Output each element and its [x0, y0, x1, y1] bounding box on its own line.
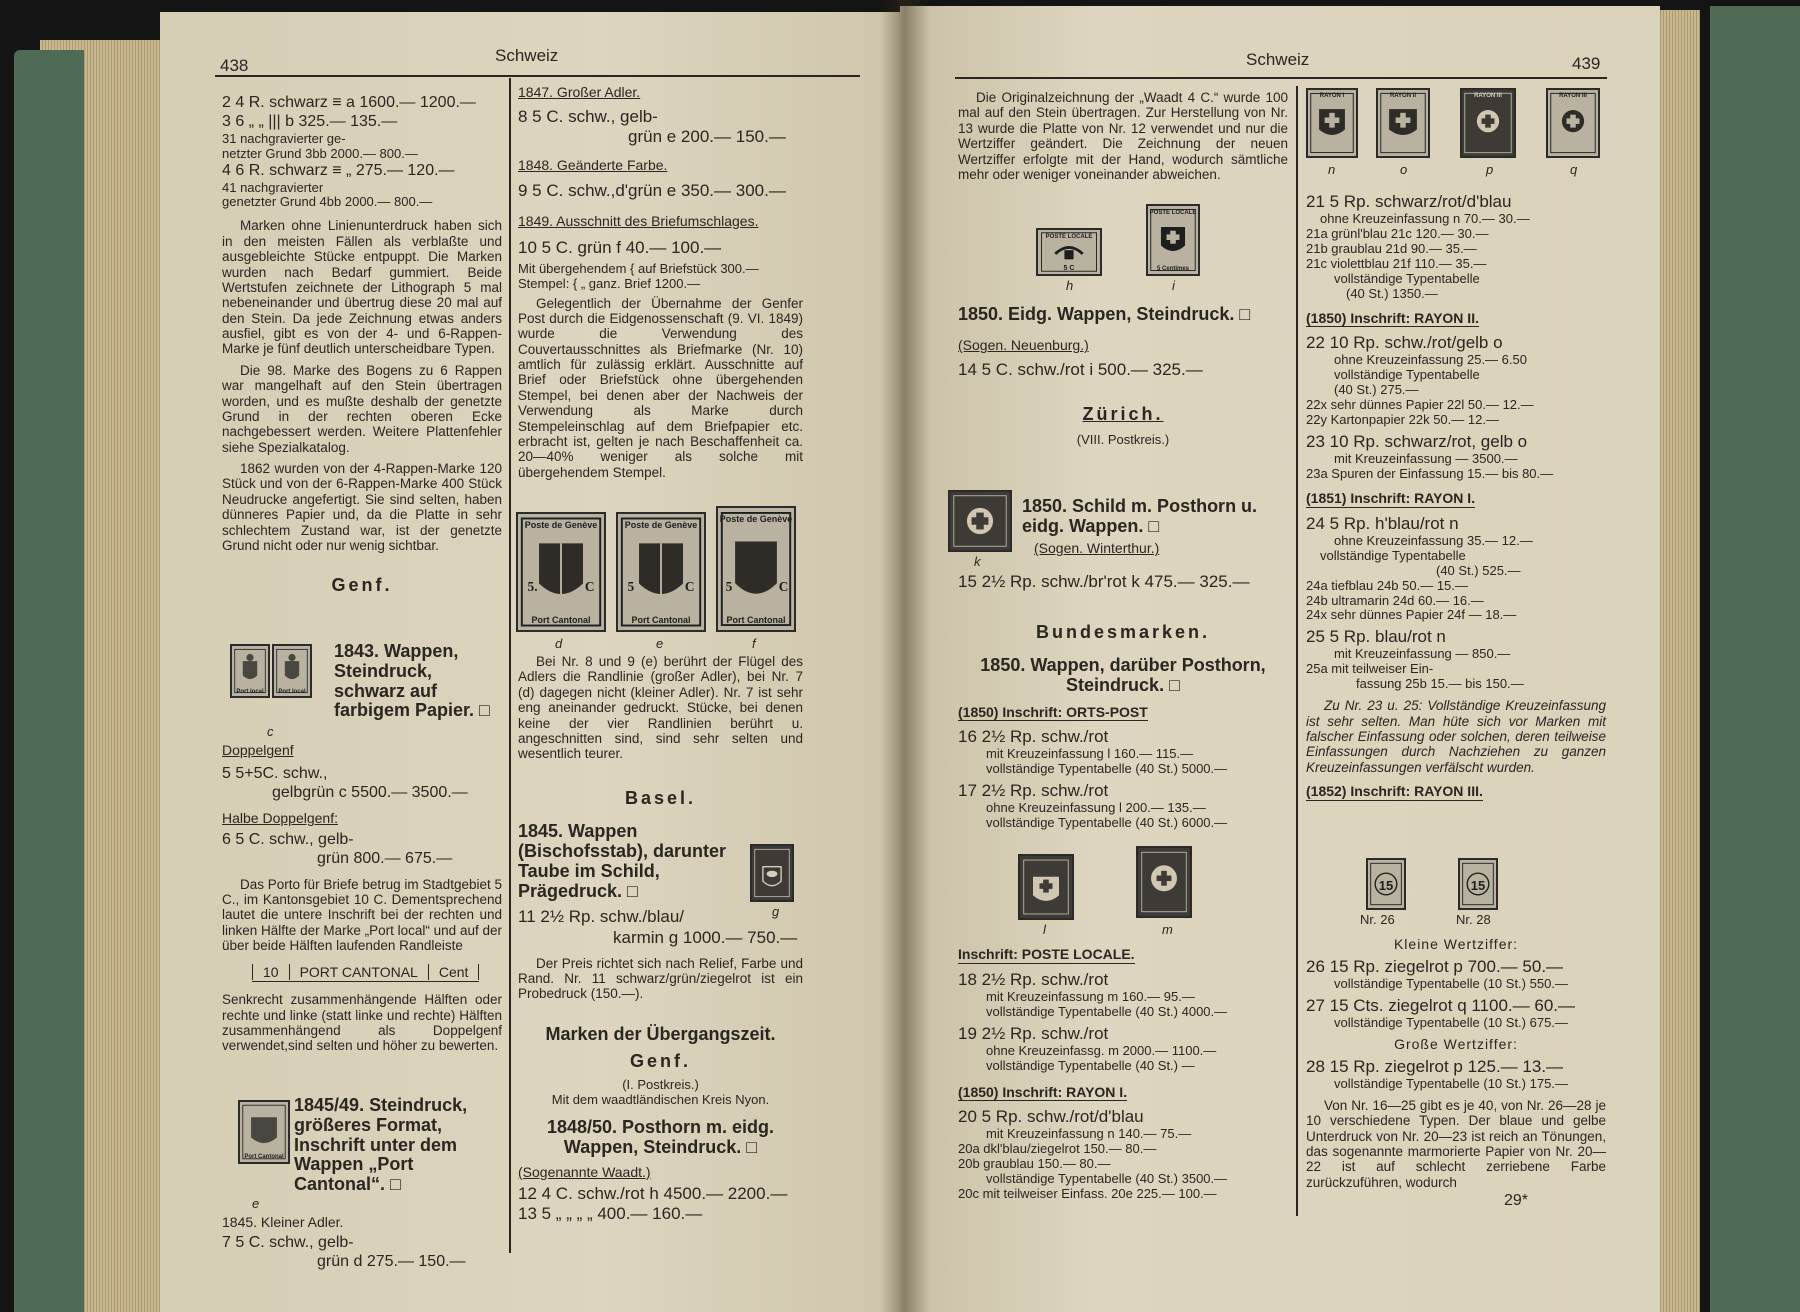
inschrift-rayon-1-1851: (1851) Inschrift: RAYON I.: [1306, 490, 1476, 507]
entry-25-mit: mit Kreuzeinfassung — 850.—: [1334, 647, 1511, 662]
svg-text:C: C: [684, 579, 695, 595]
entry-12: 12 4 C. schw./rot h 4500.— 2200.—: [518, 1184, 788, 1204]
entry-19-typentabelle: vollständige Typentabelle (40 St.) —: [986, 1058, 1195, 1073]
svg-text:5: 5: [627, 579, 635, 595]
entry-18-typentabelle: vollständige Typentabelle (40 St.) 4000.—: [986, 1004, 1228, 1019]
entry-5-cont: gelbgrün c 5500.— 3500.—: [272, 783, 468, 801]
entry-27-typentabelle: vollständige Typentabelle (10 St.) 675.—: [1334, 1015, 1568, 1030]
note-98-marke: Die 98. Marke des Bogens zu 6 Rappen war mangelhaft auf den Stein übertragen worden, und es mußte deshalb der genetzte Grund in der rechten oberen Ecke nachgebessert werden. Weitere Plattenfehler siehe Spezialkatalog.: [222, 362, 502, 455]
note-waadt: Die Originalzeichnung der „Waadt 4 C.“ wurde 100 mal auf den Stein übertragen. Zur Herstellung von Nr. 13 wurde die Platte von Nr. 12 verwendet und nur die Wertziffer geändert. Die Zeichnung der neuen Wertziffer erfolgte mit der Hand, wodurch sämtliche mehr oder weniger voneinander abweichen.: [958, 90, 1288, 182]
entry-17: 17 2½ Rp. schw./rot: [958, 781, 1109, 801]
entry-18-mit: mit Kreuzeinfassung m 160.— 95.—: [986, 989, 1195, 1004]
entry-14: 14 5 C. schw./rot i 500.— 325.—: [958, 359, 1203, 379]
entry-26: 26 15 Rp. ziegelrot p 700.— 50.—: [1306, 956, 1564, 976]
entry-3: 3 6 „ „ ||| b 325.— 135.—: [222, 112, 398, 130]
entry-6: 6 5 C. schw., gelb-: [222, 830, 354, 848]
entry-20-typentabelle: vollständige Typentabelle (40 St.) 3500.—: [986, 1172, 1228, 1187]
randleiste-cent: Cent: [429, 964, 480, 981]
label-o: o: [1400, 162, 1408, 177]
postkreis-8: (VIII. Postkreis.): [1076, 432, 1170, 448]
label-e-small: e: [252, 1195, 260, 1211]
column-2: [518, 84, 803, 480]
label-e: e: [656, 636, 664, 651]
label-g: g: [772, 904, 780, 919]
entry-24b: 24b ultramarin 24d 60.— 16.—: [1306, 593, 1484, 608]
inschrift-orts-post: (1850) Inschrift: ORTS-POST: [958, 703, 1148, 720]
entry-24: 24 5 Rp. h'blau/rot n: [1306, 513, 1459, 533]
label-l: l: [1043, 922, 1046, 937]
entry-22y: 22y Kartonpapier 22k 50.— 12.—: [1306, 413, 1499, 428]
randleiste-port-cantonal: PORT CANTONAL: [290, 964, 429, 981]
note-kreuzeinfassung: Zu Nr. 23 u. 25: Vollständige Kreuzeinfassung ist sehr selten. Man hüte sich vor Marken mit falscher Einfassung oder solchen, deren teilweise Einfassungen durch Nachziehen zu ganzen Kreuzeinfassungen verfälscht wurden.: [1306, 698, 1606, 775]
entry-22: 22 10 Rp. schw./rot/gelb o: [1306, 333, 1503, 353]
section-heading-genf: Genf.: [331, 575, 393, 596]
column-rule-right: [1296, 86, 1298, 1216]
entry-15: 15 2½ Rp. schw./br'rot k 475.— 325.—: [958, 572, 1250, 591]
note-basel-preis: Der Preis richtet sich nach Relief, Farbe und Rand. Nr. 11 schwarz/grün/ziegelrot ist ein Probedruck (150.—).: [518, 955, 803, 1002]
entry-11: 11 2½ Rp. schw./blau/: [518, 907, 685, 927]
section-heading-basel: Basel.: [624, 787, 697, 808]
entry-19: 19 2½ Rp. schw./rot: [958, 1023, 1109, 1043]
entry-24x: 24x sehr dünnes Papier 24f — 18.—: [1306, 608, 1517, 623]
signature-mark: 29*: [1503, 1192, 1529, 1210]
entry-21-typentabelle: vollständige Typentabelle: [1334, 271, 1480, 286]
entry-7: 7 5 C. schw., gelb-: [222, 1234, 354, 1252]
entry-21b: 21b graublau 21d 90.— 35.—: [1306, 241, 1477, 256]
stamp-o: RAYON II: [1376, 88, 1430, 158]
stamp-nr-26: 15: [1366, 858, 1406, 910]
entry-23a: 23a Spuren der Einfassung 15.— bis 80.—: [1306, 467, 1554, 482]
entry-11-cont: karmin g 1000.— 750.—: [613, 927, 798, 947]
column-1-genf: [222, 642, 502, 1054]
entry-2: 2 4 R. schwarz ≡ a 1600.— 1200.—: [222, 94, 476, 111]
label-n: n: [1328, 162, 1336, 177]
label-c: c: [267, 724, 274, 740]
stamp-m: [1136, 846, 1192, 918]
section-heading-zuerich: Zürich.: [1082, 403, 1164, 424]
heading-kleiner-adler: 1845. Kleiner Adler.: [222, 1213, 344, 1230]
entry-17-typentabelle: vollständige Typentabelle (40 St.) 6000.—: [986, 816, 1228, 831]
entry-19-ohne: ohne Kreuzeinfassg. m 2000.— 1100.—: [986, 1043, 1217, 1058]
column-3-bundesmarken: [958, 572, 1288, 831]
entry-13: 13 5 „ „ „ „ 400.— 160.—: [518, 1204, 703, 1224]
entry-28-typentabelle: vollständige Typentabelle (10 St.) 175.—: [1334, 1077, 1568, 1092]
inschrift-rayon-3: (1852) Inschrift: RAYON III.: [1306, 783, 1483, 800]
sogen-winterthur: (Sogen. Winterthur.): [1034, 540, 1160, 557]
note-linienunterdruck: Marken ohne Linienunterdruck haben sich in den meisten Fällen als verblaßte und ausgebleichte Stücke entpuppt. Die Marken wurden nach Bedarf gummiert. Beide Wertstufen zeichnete der Lithograph 5 mal nebeneinander und übertrug diese 20 mal auf den Stein. Da jede Zeichnung etwas anders ausfiel, gibt es von der 4- und 6-Rappen-Marke je fünf deutlich unterscheidbare Typen.: [222, 218, 502, 357]
entry-4: 4 6 R. schwarz ≡ „ 275.— 120.—: [222, 161, 455, 179]
heading-1847: 1847. Großer Adler.: [518, 84, 641, 100]
column-3-lower: [958, 304, 1288, 448]
heading-grosse-wertziffer: Große Wertziffer:: [1394, 1036, 1518, 1053]
label-d: d: [555, 636, 563, 651]
note-senkrecht: Senkrecht zusammenhängende Hälften oder rechte und linke (statt linke und rechte) Hälften zusammenhängend als Doppelgenf verwendet,sind selten und höher zu bewerten.: [222, 992, 502, 1054]
entry-22-typentabelle-cont: (40 St.) 275.—: [1334, 383, 1419, 398]
entry-25a-cont: fassung 25b 15.— bis 150.—: [1356, 677, 1524, 692]
entry-20a: 20a dkl'blau/ziegelrot 150.— 80.—: [958, 1142, 1157, 1157]
stamp-k: [948, 490, 1012, 552]
inschrift-rayon-2: (1850) Inschrift: RAYON II.: [1306, 309, 1479, 326]
label-nr-26: Nr. 26: [1360, 912, 1395, 927]
issue-1845-basel: 1845. Wappen (Bischofsstab), darunter Taube im Schild, Prägedruck. □: [518, 820, 727, 902]
stamp-l: [1018, 854, 1074, 920]
entry-22-typentabelle: vollständige Typentabelle: [1334, 368, 1480, 383]
issue-1843: 1843. Wappen, Steindruck, schwarz auf farbigem Papier. □: [334, 641, 490, 721]
column-3-zuerich: [1022, 496, 1292, 557]
label-p: p: [1486, 162, 1494, 177]
heading-1849: 1849. Ausschnitt des Briefumschlages.: [518, 213, 759, 230]
issue-1848-50: 1848/50. Posthorn m. eidg. Wappen, Steindruck. □: [546, 1117, 775, 1157]
svg-text:5: 5: [725, 578, 733, 594]
entry-25a: 25a mit teilweiser Ein-: [1306, 662, 1434, 677]
entry-16-mit: mit Kreuzeinfassung l 160.— 115.—: [986, 747, 1194, 762]
svg-text:C: C: [584, 579, 595, 595]
section-heading-genf-2: Genf.: [629, 1050, 691, 1071]
stamp-i: POSTE LOCALE 5 Centimes: [1146, 204, 1200, 276]
note-neudrucke: 1862 wurden von der 4-Rappen-Marke 120 Stück und von der 6-Rappen-Marke 400 Stück Neudrucke angefertigt. Sie sind selten, haben dünneres Papier und, da die Platte in sehr schlechtem Zustand war, ist der genetzte Grund nicht oder nur wenig sichtbar.: [222, 461, 502, 553]
entry-21-typentabelle-cont: (40 St.) 1350.—: [1346, 286, 1438, 301]
inschrift-rayon-1-1850: (1850) Inschrift: RAYON I.: [958, 1083, 1128, 1100]
column-2-lower: [518, 654, 803, 1224]
stamp-c-left: Port local: [230, 644, 270, 698]
note-adler: Bei Nr. 8 und 9 (e) berührt der Flügel des Adlers die Randlinie (großer Adler), bei Nr. 7 (d) dagegen nicht (kleiner Adler). Nr. 7 ist sehr eng aneinander gedruckt. Stücke, bei denen keine der vier Randlinien berührt u. angeschnitten sind, sind sehr selten und wesentlich teurer.: [518, 654, 803, 762]
inschrift-poste-locale: Inschrift: POSTE LOCALE.: [958, 946, 1135, 962]
entry-21-ohne: ohne Kreuzeinfassung n 70.— 30.—: [1320, 212, 1530, 227]
label-i: i: [1172, 278, 1175, 293]
svg-text:5.: 5.: [527, 579, 538, 595]
stamp-nr-28: 15: [1458, 858, 1498, 910]
entry-27: 27 15 Cts. ziegelrot q 1100.— 60.—: [1306, 995, 1576, 1015]
sogenannte-waadt: (Sogenannte Waadt.): [518, 1163, 651, 1180]
stamp-c-right: Port local: [272, 644, 312, 698]
stamp-f: 5 C Poste de Genève Port Cantonal: [716, 506, 796, 632]
heading-kleine-wertziffer: Kleine Wertziffer:: [1393, 936, 1519, 952]
entry-24-ohne: ohne Kreuzeinfassung 35.— 12.—: [1334, 533, 1533, 548]
stamp-h: POSTE LOCALE 5 C: [1036, 228, 1102, 276]
entry-25: 25 5 Rp. blau/rot n: [1306, 627, 1446, 647]
entry-31: 31 nachgravierter ge-: [222, 131, 346, 146]
randleiste-box: [252, 964, 479, 983]
entry-21: 21 5 Rp. schwarz/rot/d'blau: [1306, 192, 1512, 211]
entry-20-mit: mit Kreuzeinfassung n 140.— 75.—: [986, 1127, 1192, 1142]
entry-18: 18 2½ Rp. schw./rot: [958, 969, 1109, 989]
entry-5: 5 5+5C. schw.,: [222, 764, 328, 782]
heading-halbe-doppelgenf: Halbe Doppelgenf:: [222, 810, 338, 827]
stamp-p: RAYON III: [1460, 88, 1516, 158]
column-1: [222, 94, 502, 596]
heading-1848: 1848. Geänderte Farbe.: [518, 156, 668, 173]
entry-21a: 21a grünl'blau 21c 120.— 30.—: [1306, 226, 1489, 241]
column-4: [1306, 192, 1606, 801]
running-head-right: Schweiz: [1246, 50, 1310, 69]
left-page: [160, 12, 900, 1312]
issue-1850-wappen-posthorn: 1850. Wappen, darüber Posthorn, Steindruck. □: [980, 655, 1266, 696]
header-rule-left: [215, 75, 860, 77]
label-f: f: [752, 636, 756, 651]
entry-26-typentabelle: vollständige Typentabelle (10 St.) 550.—: [1334, 976, 1568, 991]
label-k: k: [974, 554, 981, 569]
label-nr-28: Nr. 28: [1456, 912, 1491, 927]
stamp-g-basel-dove: [750, 844, 794, 902]
label-m: m: [1162, 922, 1173, 937]
entry-17-ohne: ohne Kreuzeinfassung l 200.— 135.—: [986, 801, 1206, 816]
entry-20c: 20c mit teilweiser Einfass. 20e 225.— 100.—: [958, 1187, 1217, 1202]
entry-7-cont: grün d 275.— 150.—: [317, 1253, 466, 1271]
issue-1850-schild: 1850. Schild m. Posthorn u. eidg. Wappen. □: [1022, 496, 1258, 537]
entry-10: 10 5 C. grün f 40.— 100.—: [518, 237, 722, 257]
kreis-nyon: Mit dem waadtländischen Kreis Nyon.: [551, 1092, 770, 1108]
column-1-1845: [222, 1096, 502, 1272]
note-couvertausschnitt: Gelegentlich der Übernahme der Genfer Post durch die Eidgenossenschaft (9. VI. 1849) wurde die Verwendung des Couvertausschnittes als Briefmarke (Nr. 10) amtlich für zulässig erklärt. Ausschnitte auf Brief oder Briefstück ohne übergehenden Stempel, bei denen aber der Nachweis der Verwendung als Marke durch Stempeleinschlag auf dem Briefpapier etc. erbracht ist, gelten je nach Beschaffenheit ca. 20—40% weniger als solche mit übergehendem Stempel.: [518, 295, 803, 480]
postkreis-1: (I. Postkreis.): [622, 1077, 699, 1093]
entry-24a: 24a tiefblau 24b 50.— 15.—: [1306, 578, 1468, 593]
entry-24-typentabelle: vollständige Typentabelle: [1320, 548, 1466, 563]
sogen-neuenburg: (Sogen. Neuenburg.): [958, 337, 1089, 354]
heading-doppelgenf: Doppelgenf: [222, 742, 294, 759]
svg-text:C: C: [778, 578, 789, 594]
stamp-n: RAYON I: [1306, 88, 1358, 158]
issue-1845-49: 1845/49. Steindruck, größeres Format, Inschrift unter dem Wappen „Port Cantonal“. □: [294, 1095, 468, 1195]
entry-8: 8 5 C. schw., gelb-: [518, 106, 658, 126]
entry-41-cont: genetzter Grund 4bb 2000.— 800.—: [222, 195, 433, 210]
running-head-left: Schweiz: [495, 46, 559, 65]
column-3-rayon: [958, 946, 1288, 1202]
label-q: q: [1570, 162, 1578, 177]
entry-22-ohne: ohne Kreuzeinfassung 25.— 6.50: [1334, 353, 1527, 368]
stamp-e: 5 C Poste de Genève Port Cantonal: [616, 512, 706, 632]
page-number-left: 438: [220, 56, 249, 75]
entry-16-typentabelle: vollständige Typentabelle (40 St.) 5000.—: [986, 762, 1228, 777]
stamp-e-small: Port Cantonal: [238, 1100, 290, 1164]
column-rule-left: [509, 78, 511, 1253]
stamp-q: RAYON III: [1546, 88, 1600, 158]
entry-24-typentabelle-cont: (40 St.) 525.—: [1436, 563, 1521, 578]
header-rule-right: [955, 77, 1607, 79]
column-4-lower: [1306, 936, 1606, 1211]
entry-10-stempel-1: Mit übergehendem { auf Briefstück 300.—: [518, 261, 759, 276]
randleiste-10: 10: [252, 964, 290, 981]
entry-20: 20 5 Rp. schw./rot/d'blau: [958, 1107, 1144, 1127]
column-3: [958, 90, 1288, 182]
note-porto: Das Porto für Briefe betrug im Stadtgebiet 5 C., im Kantonsgebiet 10 C. Dementsprechend lautet die untere Inschrift bei der rechten und linken Hälfte der Marke „Port local“ und auf der über beide Hälften laufenden Randleiste: [222, 876, 502, 954]
entry-16: 16 2½ Rp. schw./rot: [958, 727, 1109, 747]
entry-41: 41 nachgravierter: [222, 180, 324, 195]
entry-21c: 21c violettblau 21f 110.— 35.—: [1306, 256, 1487, 271]
page-number-right: 439: [1572, 54, 1601, 73]
entry-10-stempel-2: Stempel: { „ ganz. Brief 1200.—: [518, 276, 701, 291]
entry-31-cont: netzter Grund 3bb 2000.— 800.—: [222, 146, 418, 161]
entry-22x: 22x sehr dünnes Papier 22l 50.— 12.—: [1306, 398, 1534, 413]
entry-23: 23 10 Rp. schwarz/rot, gelb o: [1306, 432, 1528, 452]
note-typen: Von Nr. 16—25 gibt es je 40, von Nr. 26—28 je 10 verschiedene Typen. Der blaue und gelbe Unterdruck von Nr. 20—23 ist reich an Tönungen, das sogenannte marmorierte Papier von Nr. 20—22 ist auf schlecht zerriebene Farbe zurückzuführen, wodurch: [1306, 1097, 1606, 1190]
book-cover-left: [14, 50, 84, 1312]
entry-23-mit: mit Kreuzeinfassung — 3500.—: [1334, 452, 1518, 467]
entry-9: 9 5 C. schw.,d'grün e 350.— 300.—: [518, 181, 786, 201]
issue-1850-eidg-wappen: 1850. Eidg. Wappen, Steindruck. □: [958, 304, 1251, 324]
book-gutter: [880, 0, 930, 1312]
stamp-d: 5. C Poste de Genève Port Cantonal: [516, 512, 606, 632]
entry-20b: 20b graublau 150.— 80.—: [958, 1157, 1111, 1172]
entry-6-cont: grün 800.— 675.—: [317, 849, 453, 867]
section-heading-bundesmarken: Bundesmarken.: [1035, 622, 1211, 643]
entry-28: 28 15 Rp. ziegelrot p 125.— 13.—: [1306, 1057, 1564, 1076]
label-h: h: [1066, 278, 1074, 293]
right-page: [900, 6, 1660, 1312]
entry-8-cont: grün e 200.— 150.—: [628, 126, 786, 146]
book-cover-right: [1710, 6, 1800, 1312]
section-heading-uebergangszeit: Marken der Übergangszeit.: [545, 1023, 776, 1044]
